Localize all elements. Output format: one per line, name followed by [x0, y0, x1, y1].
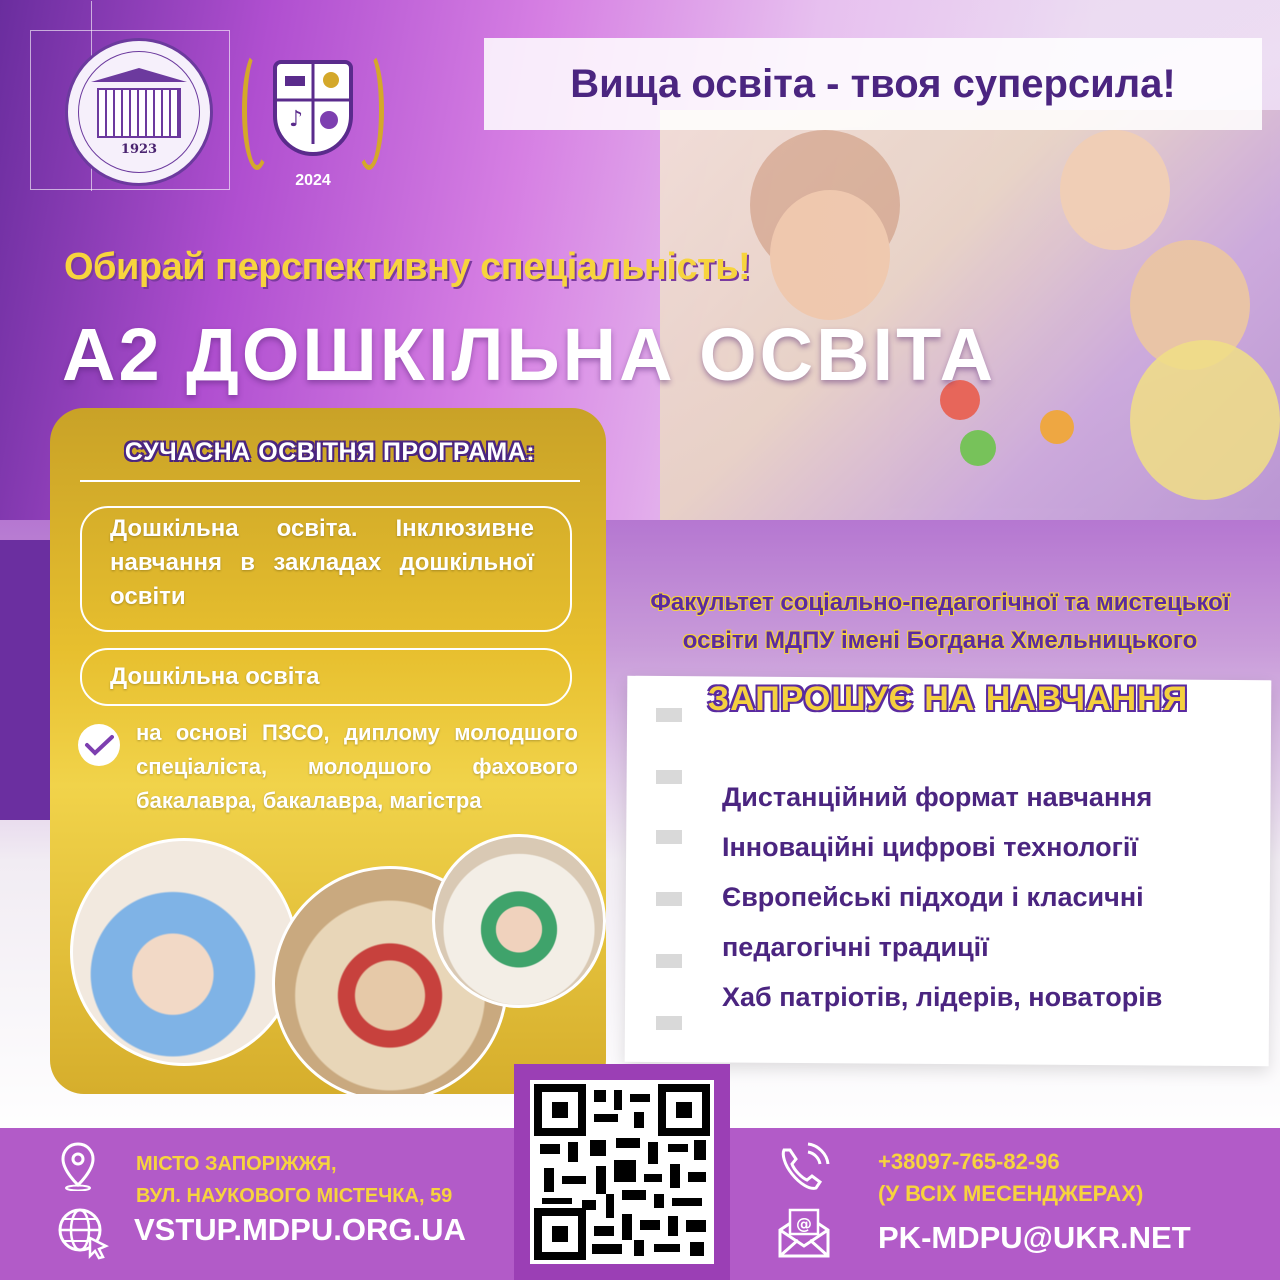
feature-item: Хаб патріотів, лідерів, новаторів	[722, 982, 1163, 1012]
notebook-binding	[656, 770, 682, 784]
feature-item: Європейські підходи і класичні педагогічні традиції	[722, 882, 1144, 962]
email-address[interactable]: PK-MDPU@UKR.NET	[878, 1220, 1191, 1255]
faculty-name	[620, 584, 1260, 660]
anniversary-logo	[238, 40, 388, 200]
phone-number[interactable]: +38097-765-82-96	[878, 1149, 1060, 1174]
invite-title: ЗАПРОШУЄ НА НАВЧАННЯ	[707, 680, 1189, 718]
program-item-inclusive[interactable]: Дошкільна освіта. Інклюзивне навчання в закладах дошкільної освіти	[80, 506, 572, 632]
globe-click-icon	[54, 1204, 110, 1260]
notebook-binding	[656, 1016, 682, 1030]
qr-code[interactable]	[514, 1064, 730, 1280]
feature-item: Інноваційні цифрові технології	[722, 832, 1138, 862]
svg-text:♪: ♪	[289, 107, 304, 132]
laurel-left	[242, 50, 272, 170]
website-link[interactable]: VSTUP.MDPU.ORG.UA	[134, 1212, 466, 1247]
notebook-binding	[656, 954, 682, 968]
address-line-1: МІСТО ЗАПОРІЖЖЯ,	[136, 1153, 337, 1175]
qr-code-pattern	[530, 1080, 714, 1264]
checkmark-icon	[78, 724, 120, 766]
address-line-2: ВУЛ. НАУКОВОГО МІСТЕЧКА, 59	[136, 1185, 453, 1207]
program-item-preschool[interactable]: Дошкільна освіта	[80, 648, 572, 706]
email-icon	[776, 1206, 832, 1260]
notebook-binding	[656, 830, 682, 844]
slogan-banner	[484, 38, 1262, 130]
hero-title: А2 ДОШКІЛЬНА ОСВІТА	[62, 313, 997, 396]
divider	[80, 480, 580, 482]
phone-icon	[776, 1142, 832, 1194]
hero-subtitle: Обирай перспективну спеціальність!	[64, 246, 751, 288]
slogan-text: Вища освіта - твоя суперсила!	[570, 61, 1176, 106]
faculty-line-2: освіти МДПУ імені Богдана Хмельницького	[682, 627, 1198, 654]
photo-child-painted-hands	[70, 838, 298, 1066]
program-heading: СУЧАСНА ОСВІТНЯ ПРОГРАМА:	[124, 438, 536, 466]
laurel-right	[354, 50, 384, 170]
phone-block	[878, 1146, 1143, 1210]
admission-basis: на основі ПЗСО, диплому молодшого спеціаліста, молодшого фахового бакалавра, бакалавра, магістра	[136, 720, 578, 813]
anniversary-year: 2024	[295, 172, 331, 189]
feature-item: Дистанційний формат навчання	[722, 782, 1153, 812]
program-panel	[50, 408, 606, 1094]
location-pin-icon	[58, 1140, 98, 1192]
logo-building	[97, 88, 181, 138]
university-logo	[65, 38, 213, 186]
shield-icon	[273, 60, 353, 156]
logo-year: 1923	[120, 141, 158, 157]
address	[136, 1148, 452, 1212]
svg-text:@: @	[796, 1214, 812, 1233]
phone-note: (У ВСІХ МЕСЕНДЖЕРАХ)	[878, 1181, 1144, 1206]
faculty-line-1: Факультет соціально-педагогічної та мистецької	[650, 589, 1230, 616]
notebook-binding	[656, 892, 682, 906]
photo-teacher-games	[432, 834, 606, 1008]
